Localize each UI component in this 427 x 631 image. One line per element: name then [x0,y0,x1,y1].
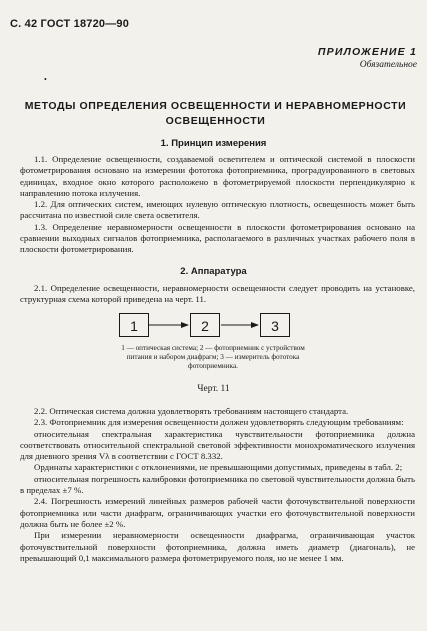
bullet-mark: • [44,75,47,84]
diagram-box-3: 3 [260,313,290,337]
paragraph-1-1: 1.1. Определение освещенности, создаваемой осветителем и оптической системой в плоскости фотометрирования основано на измерении фототока фотоприемника, проградуированного в световых единицах, входное окно которого расположено в фотометрируемой плоскости перпендикулярно к направлению потока излучения. [20,154,415,198]
document-title: МЕТОДЫ ОПРЕДЕЛЕНИЯ ОСВЕЩЕННОСТИ И НЕРАВНОМЕРНОСТИ ОСВЕЩЕННОСТИ [24,100,407,127]
paragraph-2-2: 2.2. Оптическая система должна удовлетворять требованиям настоящего стандарта. [34,406,349,416]
paragraph-2-1: 2.1. Определение освещенности, неравномерности освещенности следует проводить на установке, структурная схема которой приведена на черт. 11. [20,283,415,305]
appendix-title: ПРИЛОЖЕНИЕ 1 [317,46,417,58]
paragraph-2-4: 2.4. Погрешность измерений линейных размеров рабочей части фоточувствительной поверхности фотоприемника или части диафрагм, ограничивающих участки его фоточувствительной поверхности должна быть не более ±2 %. [20,496,415,529]
diagram-box-2: 2 [190,313,220,337]
paragraph-2-3-c: относительная погрешность калибровки фотоприемника по световой чувствительности должна быть в пределах ±7 %. [20,473,415,496]
paragraph-2-3-a: относительная спектральная характеристика чувствительности фотоприемника должна соответствовать относительной спектральной световой эффективности монохроматического излучения для дневного зрения Vλ в соответствии с ГОСТ 8.332. [20,428,415,462]
paragraph-2-3-b: Ординаты характеристики с отклонениями, не превышающими допустимых, приведены в табл. 2; [34,462,403,473]
appendix-subtitle: Обязательное [359,60,417,70]
paragraph-2-3: 2.3. Фотоприемник для измерения освещенности должен удовлетворять следующим требованиям: [34,417,404,428]
paragraph-2-4-a: При измерении неравномерности освещенности диафрагма, ограничивающая участок фоточувствительной поверхности фотоприемника, должна иметь диаметр (диагональ), не превышающий 0,1 максимального размера фотометрируемого поля, но не менее 1 мм. [20,530,415,563]
paragraph-1-3: 1.3. Определение неравномерности освещенности в плоскости фотометрирования основано на сравнении выходных сигналов фотоприемника, располагаемого в различных участках рабочего поля в плоскости фотометрирования. [20,221,415,255]
section2-heading: 2. Аппаратура [180,266,247,277]
diagram-caption: Черт. 11 [197,384,230,394]
section2-body [20,406,415,564]
diagram-legend: 1 — оптическая система; 2 — фотоприемник с устройством питания и набором диафрагм; 3 — измеритель фототока фотоприемника. [121,344,305,370]
page-header: С. 42 ГОСТ 18720—90 [10,18,130,30]
paragraph-1-2: 1.2. Для оптических систем, имеющих нулевую оптическую плотность, освещенность может быть рассчитана по известной силе света осветителя. [20,199,415,221]
section1-heading: 1. Принцип измерения [160,138,267,149]
diagram-box-1: 1 [119,313,149,337]
